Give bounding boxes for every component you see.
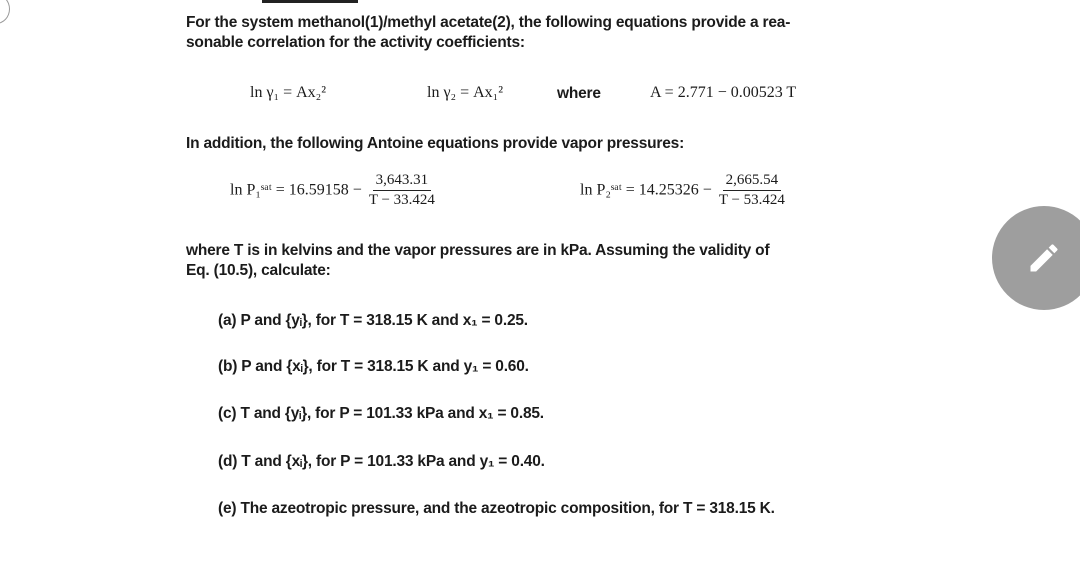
intro-text <box>186 13 790 53</box>
item-c: (c) T and {yᵢ}, for P = 101.33 kPa and x₁ = 0.85. <box>218 405 544 422</box>
top-cropped-heading <box>262 0 358 3</box>
where-line-1: where T is in kelvins and the vapor pressures are in kPa. Assuming the validity of <box>186 242 770 259</box>
antoine-eq-1-lhs: ln P₁ˢᵃᵗ = 16.59158 − <box>230 181 362 199</box>
antoine-intro: In addition, the following Antoine equations provide vapor pressures: <box>186 135 685 152</box>
antoine-eq-2-lhs: ln P₂ˢᵃᵗ = 14.25326 − <box>580 181 712 199</box>
antoine-eq-2-numerator: 2,665.54 <box>723 172 782 191</box>
antoine-eq-1-denominator: T − 33.424 <box>368 192 435 208</box>
antoine-eq-1-numerator: 3,643.31 <box>373 172 432 191</box>
antoine-eq-1 <box>230 172 438 209</box>
intro-line-1: For the system methanol(1)/methyl acetate(2), the following equations provide a rea- <box>186 14 791 31</box>
activity-eq-A: A = 2.771 − 0.00523 T <box>650 84 797 101</box>
item-d: (d) T and {xᵢ}, for P = 101.33 kPa and y₁ = 0.40. <box>218 453 545 470</box>
corner-arc-decoration <box>0 0 10 24</box>
pencil-icon <box>1026 240 1062 276</box>
item-e: (e) The azeotropic pressure, and the azeotropic composition, for T = 318.15 K. <box>218 500 775 517</box>
item-a: (a) P and {yᵢ}, for T = 318.15 K and x₁ = 0.25. <box>218 312 528 329</box>
where-paragraph <box>186 241 769 281</box>
activity-eq-1: ln γ₁ = Ax₂² <box>250 84 327 101</box>
where-line-2: Eq. (10.5), calculate: <box>186 262 331 279</box>
edit-button[interactable] <box>992 206 1080 310</box>
activity-eq-2: ln γ₂ = Ax₁² <box>427 84 504 101</box>
antoine-eq-2 <box>580 172 788 209</box>
item-b: (b) P and {xᵢ}, for T = 318.15 K and y₁ = 0.60. <box>218 358 529 375</box>
antoine-eq-1-fraction <box>366 172 438 209</box>
antoine-eq-2-fraction <box>716 172 788 209</box>
antoine-eq-2-denominator: T − 53.424 <box>718 192 785 208</box>
where-label: where <box>557 85 601 102</box>
intro-line-2: sonable correlation for the activity coefficients: <box>186 34 525 51</box>
